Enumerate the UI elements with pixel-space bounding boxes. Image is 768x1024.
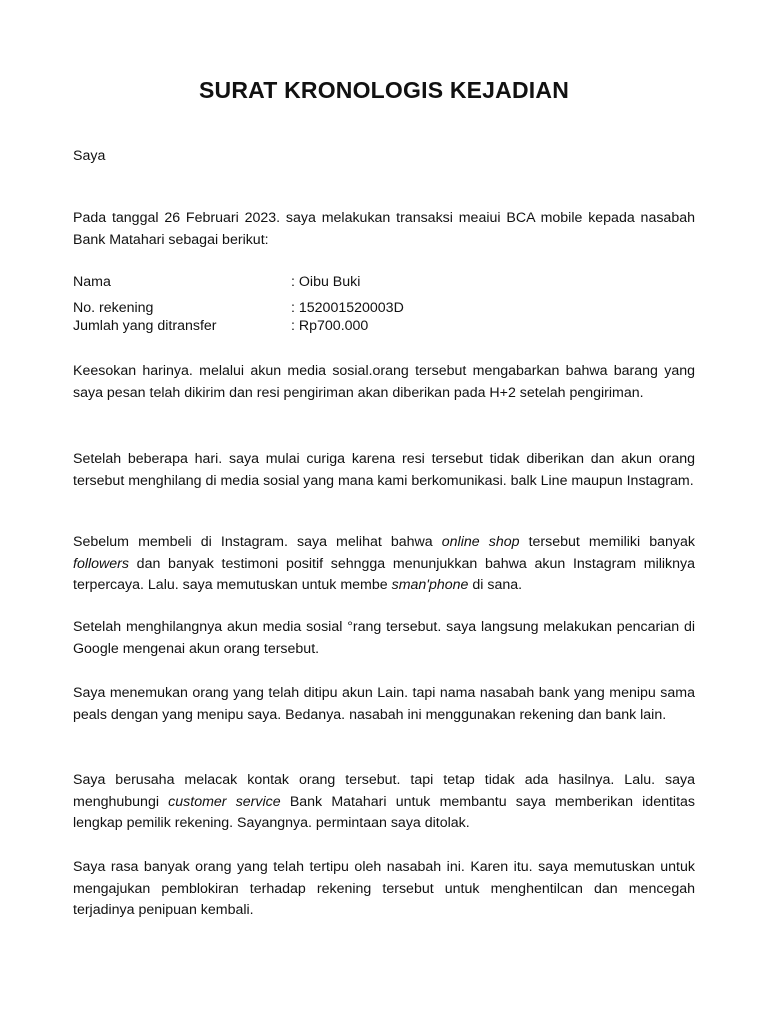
field-value: : 152001520003D [291,300,404,316]
paragraph-7: Saya rasa banyak orang yang telah tertipu oleh nasabah ini. Karen itu. saya memutuskan untuk mengajukan pemblokiran terhadap rekening tersebut untuk menghentilcan dan mencegah terjadinya penipuan kembali. [73,859,695,918]
paragraph-3-text: tersebut memiliki banyak [519,534,695,550]
intro-paragraph: Pada tanggal 26 Februari 2023. saya melakukan transaksi meaiui BCA mobile kepada nasabah Bank Matahari sebagai berikut: [73,210,695,248]
paragraph-3 [73,532,695,597]
opening-text: Saya [73,148,106,164]
page-title: SURAT KRONOLOGIS KEJADIAN [198,77,570,103]
paragraph-6-text: Bank Matahari untuk membantu saya memberikan identitas lengkap pemilik rekening. Sayangnya. permintaan saya ditolak. [73,793,695,831]
paragraph-3-text: Sebelum membeli di Instagram. saya melihat bahwa [73,534,442,550]
paragraph-5: Saya menemukan orang yang telah ditipu akun Lain. tapi nama nasabah bank yang menipu sama peals dengan yang menipu saya. Bedanya. nasabah ini menggunakan rekening dan bank lain. [73,685,695,723]
paragraph-6 [73,770,695,835]
paragraph-6-text: Saya berusaha melacak kontak orang tersebut. tapi tetap tidak ada hasilnya. Lalu. saya menghubungi [73,772,695,810]
field-label: No. rekening [73,300,154,316]
paragraph-3-text: dan banyak testimoni positif sehngga menunjukkan bahwa akun Instagram miliknya terpercaya. Lalu. saya memutuskan untuk membe [73,555,695,593]
paragraph-1: Keesokan harinya. melalui akun media sosial.orang tersebut mengabarkan bahwa barang yang saya pesan telah dikirim dan resi pengiriman akan diberikan pada H+2 setelah pengiriman. [73,363,695,401]
field-value: : Oibu Buki [291,274,361,290]
paragraph-3-italic: followers [73,555,129,572]
paragraph-3-text: di sana. [468,577,523,593]
paragraph-3-italic: sman'phone [391,577,469,593]
paragraph-6-italic: customer service [168,793,281,810]
field-label: Jumlah yang ditransfer [73,318,217,334]
paragraph-2: Setelah beberapa hari. saya mulai curiga karena resi tersebut tidak diberikan dan akun orang tersebut menghilang di media sosial yang mana kami berkomunikasi. balk Line maupun Instagram. [73,451,695,489]
paragraph-4: Setelah menghilangnya akun media sosial °rang tersebut. saya langsung melakukan pencarian di Google mengenai akun orang tersebut. [73,619,695,657]
paragraph-3-italic: online shop [441,534,520,550]
field-label: Nama [73,274,111,290]
field-value: : Rp700.000 [291,318,369,334]
